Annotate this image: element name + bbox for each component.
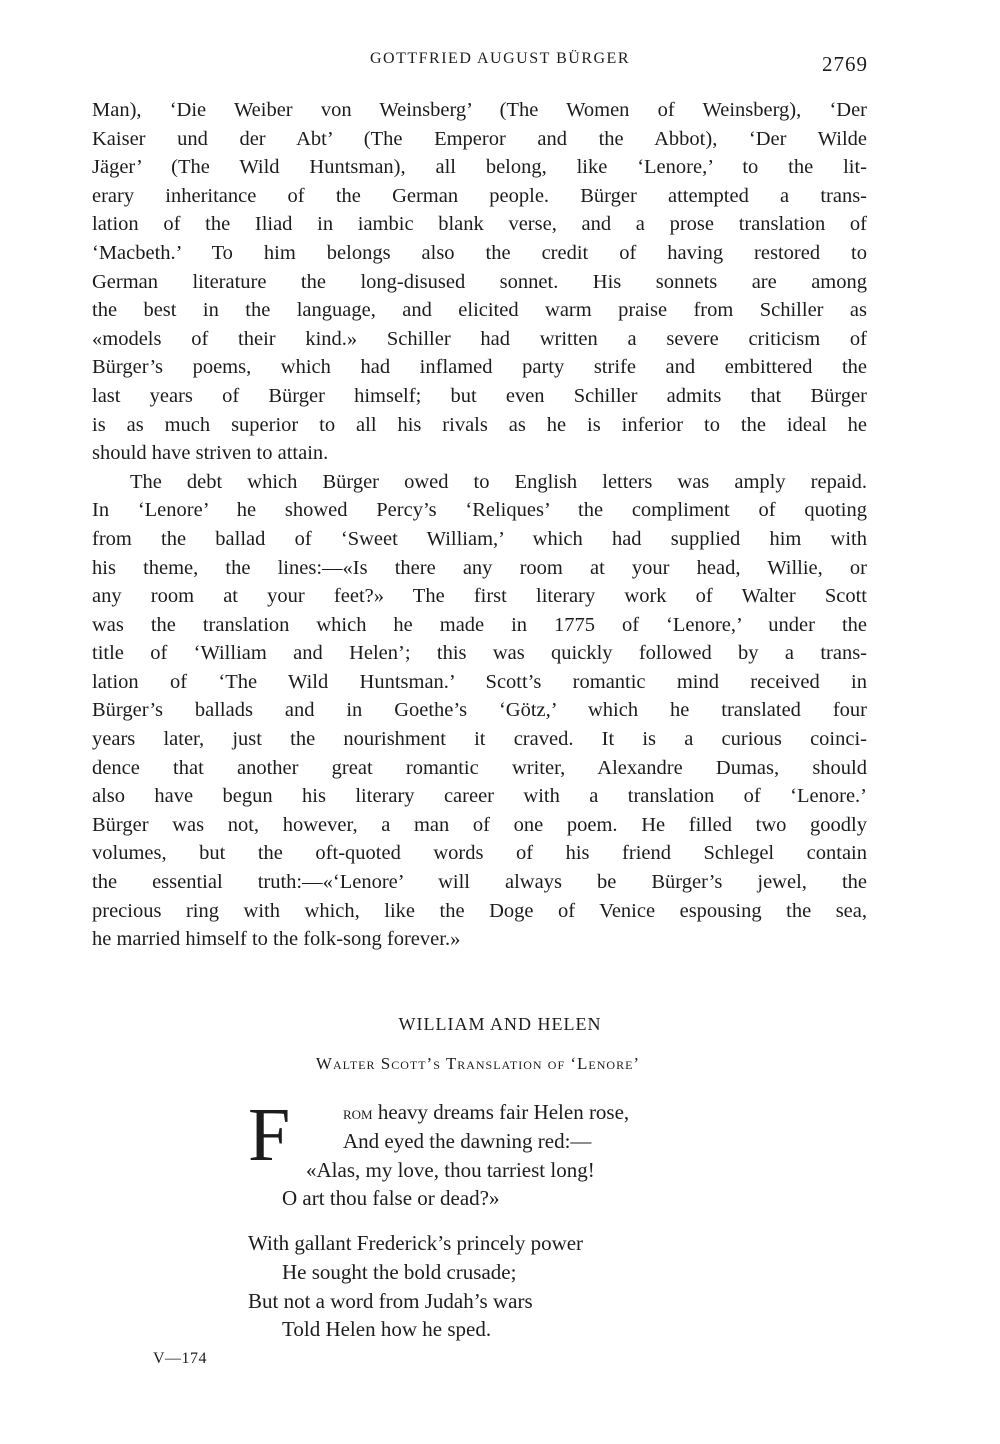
poem-subtitle: Walter Scott’s Translation of ‘Lenore’ [315, 1054, 641, 1073]
verse-line: Told Helen how he sped. [282, 1317, 492, 1342]
text-line: Bürger’s ballads and in Goethe’s ‘Götz,’ which he translated four [92, 699, 867, 722]
text-line: erary inheritance of the German people. Bürger attempted a trans- [92, 184, 867, 207]
text-line: is as much superior to all his rivals as he is inferior to the ideal he [92, 413, 867, 436]
verse-line: He sought the bold crusade; [282, 1259, 517, 1284]
text-line: volumes, but the oft-quoted words of his friend Schlegel contain [92, 842, 867, 865]
text-line: was the translation which he made in 1775 of ‘Lenore,’ under the [92, 613, 867, 636]
text-line: dence that another great romantic writer, Alexandre Dumas, should [92, 756, 867, 779]
text-line: Bürger’s poems, which had inflamed party strife and embittered the [92, 356, 867, 379]
text-line: Kaiser und der Abt’ (The Emperor and the Abbot), ‘Der Wilde [92, 127, 867, 150]
verse-line: «Alas, my love, thou tarriest long! [306, 1157, 595, 1182]
verse-line-text: heavy dreams fair Helen rose, [372, 1100, 630, 1124]
verse-line: And eyed the dawning red:— [343, 1128, 592, 1153]
text-line: years later, just the nourishment it craved. It is a curious coinci- [92, 728, 867, 751]
text-line: The debt which Bürger owed to English letters was amply repaid. [130, 470, 867, 493]
text-line: ‘Macbeth.’ To him belongs also the credit of having restored to [92, 241, 867, 264]
text-line: «models of their kind.» Schiller had written a severe criticism of [92, 327, 867, 350]
text-line: Man), ‘Die Weiber von Weinsberg’ (The Women of Weinsberg), ‘Der [92, 99, 867, 121]
text-line: his theme, the lines:—«Is there any room at your head, Willie, or [92, 556, 867, 579]
running-head: GOTTFRIED AUGUST BÜRGER [370, 50, 630, 67]
drop-cap: F [248, 1093, 291, 1177]
text-line: the essential truth:—«‘Lenore’ will always be Bürger’s jewel, the [92, 871, 867, 894]
text-line: lation of ‘The Wild Huntsman.’ Scott’s romantic mind received in [92, 670, 867, 693]
verse-line: But not a word from Judah’s wars [248, 1288, 533, 1313]
text-line: German literature the long-disused sonnet. His sonnets are among [92, 270, 867, 293]
text-line: from the ballad of ‘Sweet William,’ which had supplied him with [92, 527, 867, 550]
prose-body [92, 96, 867, 954]
text-line: the best in the language, and elicited warm praise from Schiller as [92, 299, 867, 322]
page-number: 2769 [822, 52, 868, 76]
text-line: In ‘Lenore’ he showed Percy’s ‘Reliques’ the compliment of quoting [92, 499, 867, 522]
text-line: also have begun his literary career with a translation of ‘Lenore.’ [92, 785, 867, 808]
poem-title: WILLIAM AND HELEN [398, 1014, 602, 1034]
text-line: title of ‘William and Helen’; this was quickly followed by a trans- [92, 642, 867, 665]
stanza-1 [248, 1093, 630, 1213]
signature-mark: V—174 [153, 1350, 208, 1367]
text-line: any room at your feet?» The first literary work of Walter Scott [92, 585, 867, 608]
text-line: should have striven to attain. [92, 442, 329, 465]
verse-line [248, 1098, 629, 1127]
verse-line: O art thou false or dead?» [282, 1186, 500, 1211]
text-line: Bürger was not, however, a man of one poem. He filled two goodly [92, 813, 867, 836]
text-line: precious ring with which, like the Doge of Venice espousing the sea, [92, 899, 867, 922]
text-line: Jäger’ (The Wild Huntsman), all belong, like ‘Lenore,’ to the lit- [92, 156, 867, 179]
stanza-2 [248, 1229, 583, 1344]
text-line: he married himself to the folk-song forever.» [92, 928, 461, 951]
drop-cap-continuation: rom [343, 1103, 373, 1124]
text-line: lation of the Iliad in iambic blank verse, and a prose translation of [92, 213, 867, 236]
verse-line: With gallant Frederick’s princely power [248, 1231, 584, 1255]
text-line: last years of Bürger himself; but even Schiller admits that Bürger [92, 384, 867, 407]
